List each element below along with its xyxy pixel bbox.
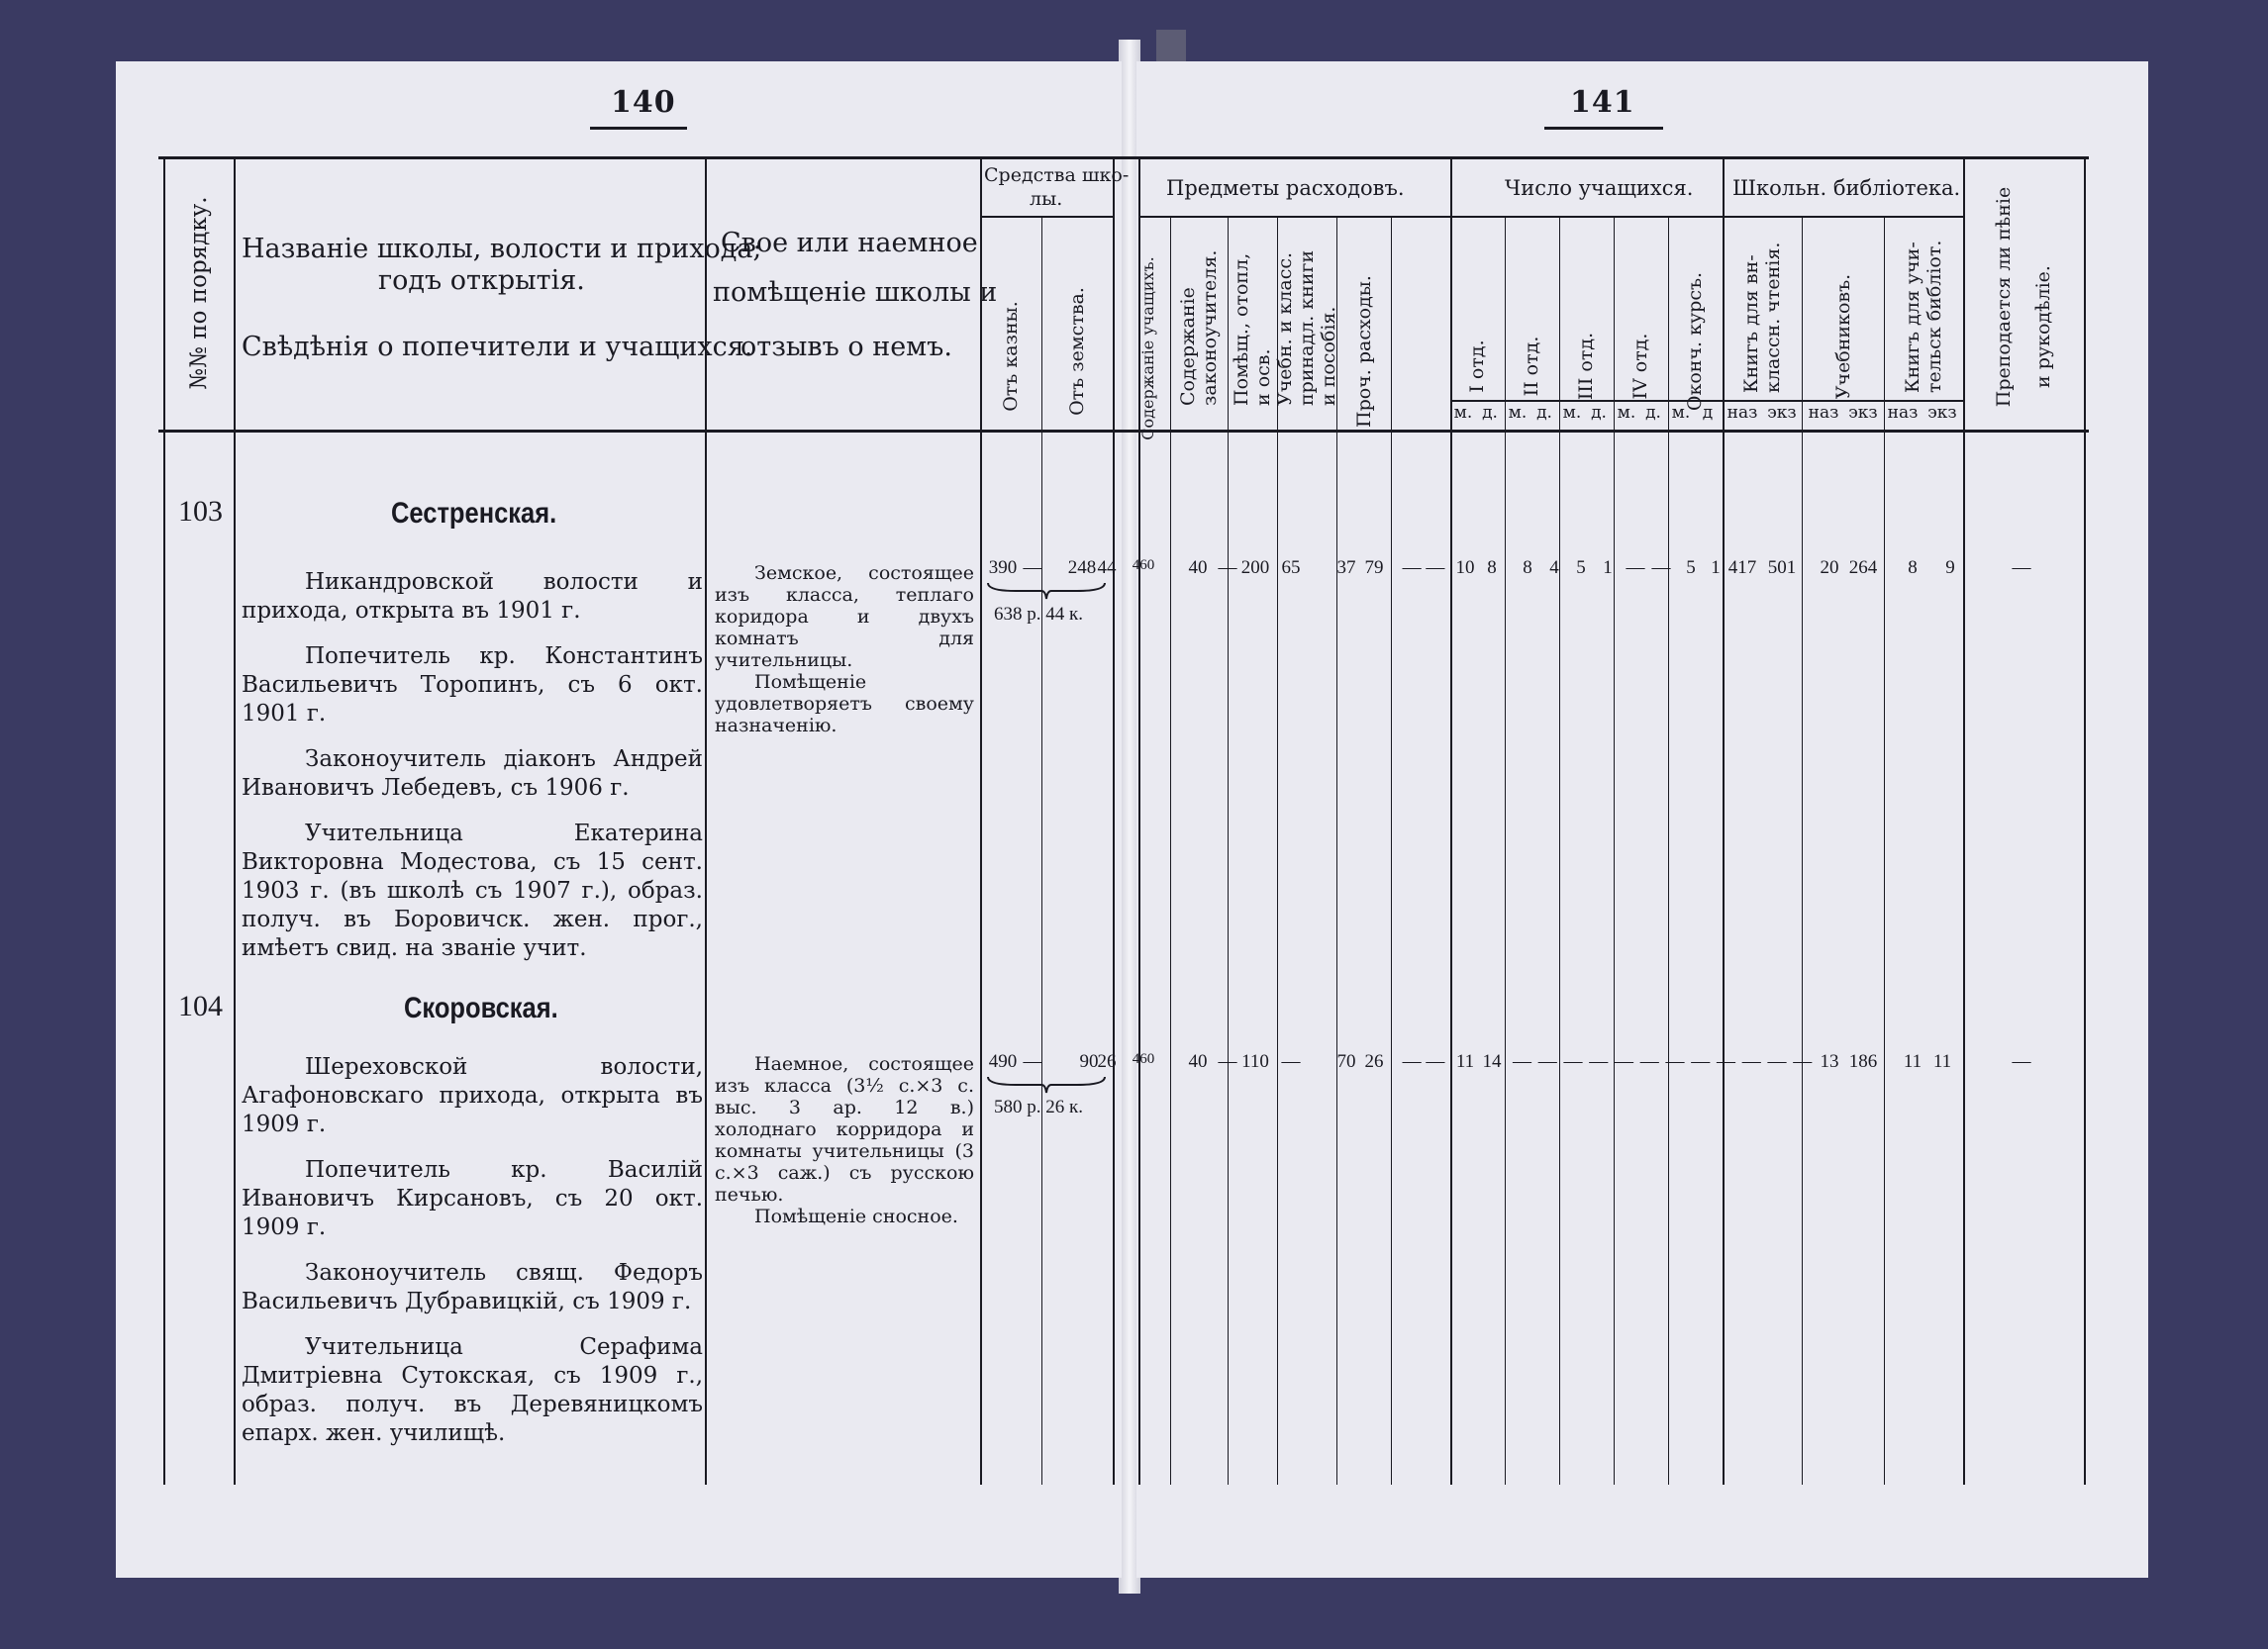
bio-trustee: Попечитель кр. Василій Ивановичъ Кирсановъ, съ 20 окт. 1909 г. (242, 1157, 703, 1240)
col-line (1614, 216, 1615, 1485)
header-st-iv: IV отд. (1629, 333, 1651, 400)
header-funds-kazna: Отъ казны. (1000, 301, 1022, 412)
funds-brace (986, 579, 1107, 601)
st-i-d: 8 (1487, 557, 1497, 578)
col-line (234, 156, 236, 1485)
lib-teach-naz: 8 (1908, 557, 1918, 578)
header-name-line2: годъ открытія. (378, 265, 585, 296)
premises-desc: Наемное, состоящее изъ класса (3½ с.×3 с. выс. 3 ар. 12 в.) холоднаго корридора и комнаты учительницы (3 с.×3 саж.) съ русскою печью. (715, 1053, 974, 1206)
header-exp-pupils: Содержаніе учащихъ. (1138, 256, 1157, 440)
st-i-m: 10 (1455, 557, 1475, 578)
page-number-left: 140 (611, 85, 676, 120)
funds-total: 580 р. 26 к. (994, 1097, 1083, 1117)
col-line (1505, 216, 1506, 1485)
col-line (1336, 216, 1337, 1485)
exp-dash: — (1218, 1051, 1237, 1072)
col-line (1277, 216, 1278, 1485)
st-ii-d: 4 (1549, 557, 1559, 578)
col-line (1450, 156, 1452, 1485)
funds-zemstvo: 90 (1079, 1051, 1099, 1072)
bio-law-teacher: Законоучитель діаконъ Андрей Ивановичъ Лебедевъ, съ 1906 г. (242, 746, 703, 801)
header-students-title: Число учащихся. (1505, 176, 1694, 200)
st-iv-d: — (1651, 557, 1671, 578)
subheader-rule (1450, 400, 1963, 402)
singing-value: — (2012, 1051, 2031, 1072)
lib-teach-naz: 11 (1903, 1051, 1923, 1072)
header-expenses-title: Предметы расходовъ. (1166, 176, 1405, 200)
bio-trustee: Попечитель кр. Константинъ Васильевичъ Торопинъ, съ 6 окт. 1901 г. (242, 643, 703, 727)
bio-parish: Никандровской волости и прихода, открыта въ 1901 г. (242, 569, 703, 624)
entry-bio (242, 1053, 703, 1465)
col-line (980, 156, 982, 1485)
funds-kop: 26 (1097, 1051, 1117, 1072)
lib-read-naz: 417 (1727, 557, 1757, 578)
exp-books-k: 79 (1364, 557, 1384, 578)
entry-premises (715, 1053, 974, 1227)
lib-teach-eks: 9 (1945, 557, 1955, 578)
funds-brace (986, 1073, 1107, 1095)
exp-pupils: 460 (1132, 1051, 1155, 1067)
st-iii-d: 1 (1603, 557, 1613, 578)
exp-books-k: 26 (1364, 1051, 1384, 1072)
premises-review: Помѣщеніе сносное. (754, 1206, 958, 1227)
col-line (1041, 216, 1042, 1485)
header-premises-line1: Свое или наемное (721, 228, 978, 258)
table-top-rule (158, 156, 2089, 159)
header-exp-other: Проч. расходы. (1353, 275, 1375, 428)
header-lib-textbooks: Учебниковъ. (1832, 273, 1854, 400)
sub-naz: наз (1726, 403, 1758, 423)
exp-other: — — (1402, 1051, 1445, 1072)
header-name-line3: Свѣдѣнія о попечители и учащихся. (242, 332, 753, 362)
col-line (2084, 156, 2086, 1485)
sub-naz: наз (1887, 403, 1919, 423)
exp-room-k: — (1281, 1051, 1301, 1072)
exp-other: — — (1402, 557, 1445, 578)
sub-m: м. (1453, 403, 1473, 423)
exp-room-k: 65 (1281, 557, 1301, 578)
funds-kazna: 390 (988, 557, 1018, 578)
lib-text-naz: 13 (1820, 1051, 1839, 1072)
sub-d: д. (1591, 403, 1607, 423)
col-line (1802, 216, 1803, 1485)
st-fin-d: 1 (1711, 557, 1721, 578)
exp-law: 40 (1188, 1051, 1208, 1072)
funds-total: 638 р. 44 к. (994, 604, 1083, 625)
header-handwork: и рукодѣліе. (2032, 265, 2054, 388)
st-ii-m: 8 (1523, 557, 1532, 578)
funds-kop: 44 (1097, 557, 1117, 578)
exp-law: 40 (1188, 557, 1208, 578)
header-lib-teacher: Книгъ для учи-тельск библіот. (1902, 240, 1945, 393)
col-line (163, 156, 165, 1485)
sub-d: д (1702, 403, 1714, 423)
sub-eks: экз (1767, 403, 1797, 423)
lib-teach-eks: 11 (1932, 1051, 1952, 1072)
funds-kazna: 490 (988, 1051, 1018, 1072)
premises-desc: Земское, состоящее изъ класса, теплаго коридора и двухъ комнатъ для учительницы. (715, 562, 974, 671)
header-premises-line2: помѣщеніе школы и (713, 277, 998, 308)
bio-teacher: Учительница Екатерина Викторовна Модестова, съ 15 сент. 1903 г. (въ школѣ съ 1907 г.), образ. получ. въ Боровичск. жен. прог., имѣетъ свид. на званіе учит. (242, 821, 703, 961)
header-st-i: I отд. (1466, 340, 1488, 393)
sub-m: м. (1562, 403, 1582, 423)
header-st-fin: Оконч. курсъ. (1684, 271, 1706, 412)
header-exp-books: Учебн. и класс. принадл. книги и пособія. (1274, 249, 1339, 406)
bio-parish: Шереховской волости, Агафоновскаго прихода, открыта въ 1909 г. (242, 1054, 703, 1137)
header-lib-reading: Книгъ для вн-класcн. чтенія. (1740, 242, 1784, 393)
exp-books: 37 (1336, 557, 1356, 578)
funds-zemstvo: 248 (1067, 557, 1097, 578)
bio-law-teacher: Законоучитель свящ. Федоръ Васильевичъ Дубравицкій, съ 1909 г. (242, 1260, 703, 1314)
sub-d: д. (1482, 403, 1498, 423)
header-order-no: №№ по порядку. (186, 196, 212, 390)
lib-text-naz: 20 (1820, 557, 1839, 578)
st-i-d: 14 (1482, 1051, 1502, 1072)
lib-read-eks: 501 (1767, 557, 1797, 578)
st-dashes: — — — — — — — — — — — — (1513, 1051, 1814, 1072)
entry-number: 103 (178, 495, 223, 528)
header-singing: Преподается ли пѣніе (1993, 186, 2015, 408)
sub-m: м. (1671, 403, 1691, 423)
premises-review: Помѣщеніе удовлетворяетъ своему назначенію. (715, 671, 974, 736)
header-funds-zemstvo: Отъ земства. (1066, 287, 1088, 416)
st-fin-m: 5 (1686, 557, 1696, 578)
page-number-right: 141 (1570, 85, 1635, 120)
funds-dash: — (1023, 1051, 1042, 1072)
expenses-subrule (1138, 216, 1450, 218)
header-premises-line3: отзывъ о немъ. (740, 332, 952, 362)
exp-room: 200 (1240, 557, 1270, 578)
sub-eks: экз (1848, 403, 1878, 423)
header-exp-law: Содержаніе законоучителя. (1177, 249, 1221, 406)
exp-books: 70 (1336, 1051, 1356, 1072)
st-iii-m: 5 (1576, 557, 1586, 578)
sub-m: м. (1617, 403, 1636, 423)
page-number-rule-right (1544, 127, 1663, 130)
col-line (1559, 216, 1560, 1485)
school-name: Скоровская. (404, 992, 558, 1024)
header-exp-room: Помѣщ., отопл, и осв. (1231, 252, 1274, 406)
col-line (1723, 156, 1725, 1485)
exp-pupils: 460 (1132, 557, 1155, 573)
col-line (1963, 156, 1965, 1485)
bio-teacher: Учительница Серафима Дмитріевна Сутокская, съ 1909 г., образ. получ. въ Деревяницкомъ епарх. жен. училищѣ. (242, 1334, 703, 1446)
sub-m: м. (1508, 403, 1528, 423)
header-st-ii: II отд. (1521, 336, 1542, 397)
entry-premises (715, 562, 974, 736)
header-library-title: Школьн. библіотека. (1732, 176, 1961, 200)
header-st-iii: III отд. (1575, 332, 1597, 401)
lib-text-eks: 186 (1848, 1051, 1878, 1072)
col-line (1668, 216, 1669, 1485)
exp-dash: — (1218, 557, 1237, 578)
lib-text-eks: 264 (1848, 557, 1878, 578)
col-line (1391, 216, 1392, 1485)
header-funds-line2: лы. (1030, 188, 1063, 210)
header-name-line1: Названіе школы, волости и прихода; (242, 234, 762, 264)
page-number-rule-left (590, 127, 687, 130)
col-line (1113, 156, 1115, 1485)
col-line (1228, 216, 1229, 1485)
funds-dash: — (1023, 557, 1042, 578)
table-header-bottom-rule (158, 430, 2089, 433)
school-name: Сестренская. (391, 497, 557, 530)
sub-d: д. (1536, 403, 1552, 423)
students-subrule (1450, 216, 1723, 218)
entry-number: 104 (178, 990, 223, 1022)
library-subrule (1723, 216, 1963, 218)
exp-room: 110 (1241, 1051, 1269, 1072)
col-line (1884, 216, 1885, 1485)
sub-eks: экз (1927, 403, 1957, 423)
header-funds-line1: Средства шко- (984, 164, 1130, 186)
funds-subrule (980, 216, 1113, 218)
sub-d: д. (1645, 403, 1661, 423)
st-i-m: 11 (1455, 1051, 1475, 1072)
sub-naz: наз (1808, 403, 1839, 423)
st-iv-m: — (1626, 557, 1645, 578)
singing-value: — (2012, 557, 2031, 578)
col-line (1170, 216, 1171, 1485)
entry-bio (242, 568, 703, 980)
